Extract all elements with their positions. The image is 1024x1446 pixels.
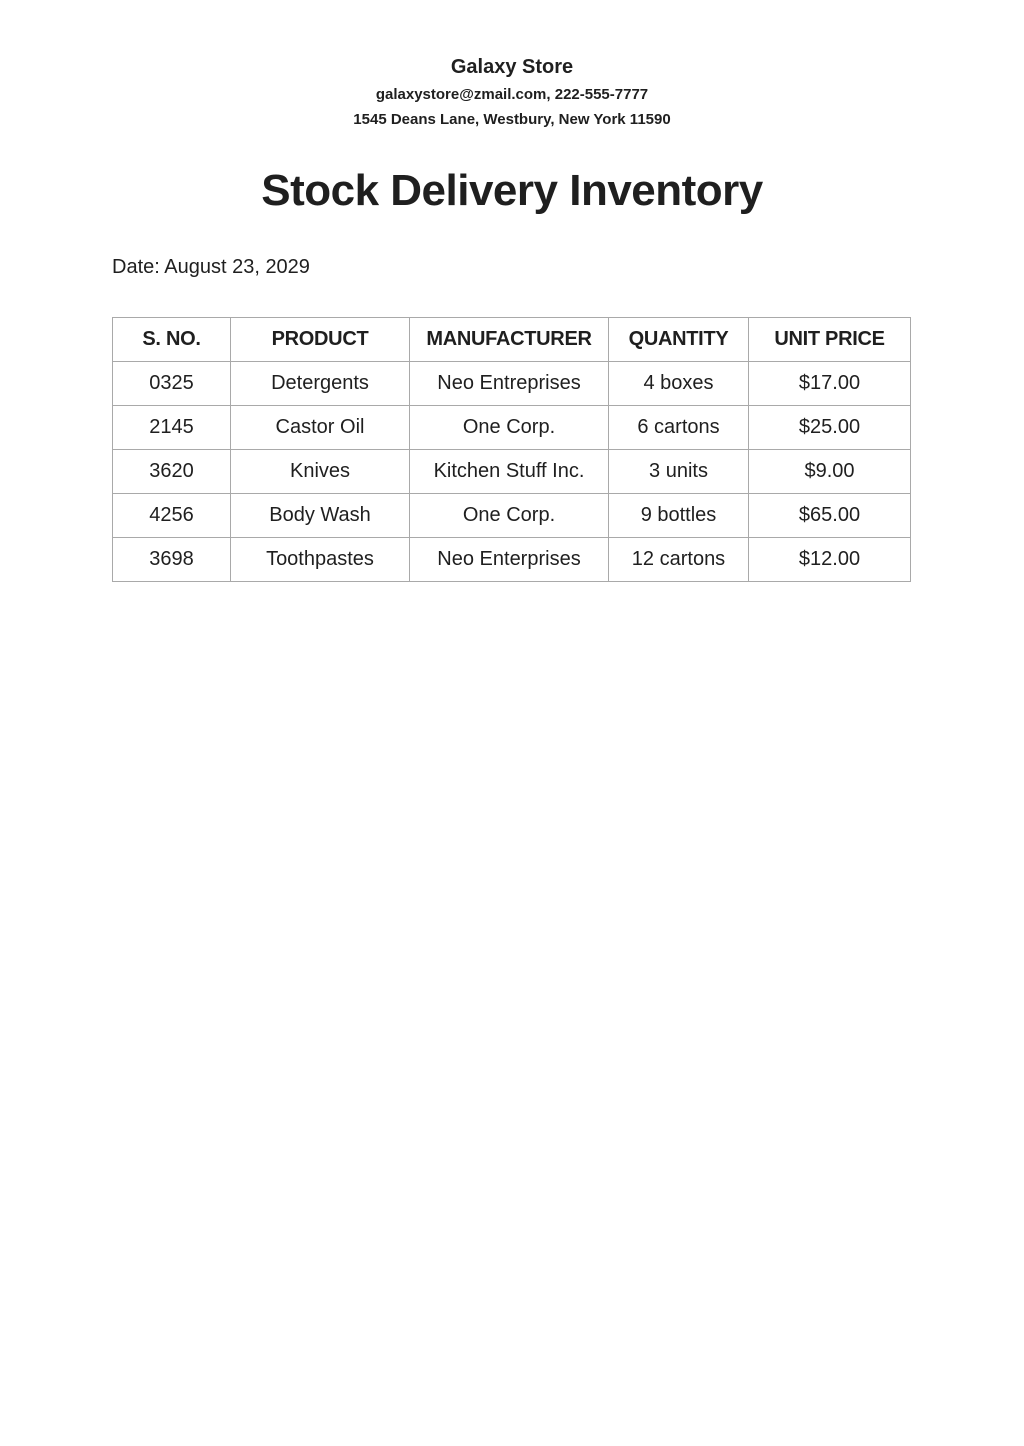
cell-quantity: 4 boxes bbox=[609, 362, 749, 406]
cell-unit-price: $65.00 bbox=[749, 494, 911, 538]
cell-unit-price: $9.00 bbox=[749, 450, 911, 494]
cell-manufacturer: One Corp. bbox=[410, 494, 609, 538]
cell-unit-price: $12.00 bbox=[749, 538, 911, 582]
document-date: Date: August 23, 2029 bbox=[112, 256, 310, 278]
cell-product: Castor Oil bbox=[231, 406, 410, 450]
table-row bbox=[113, 494, 911, 538]
cell-quantity: 9 bottles bbox=[609, 494, 749, 538]
cell-manufacturer: Neo Enterprises bbox=[410, 538, 609, 582]
cell-product: Body Wash bbox=[231, 494, 410, 538]
table-row bbox=[113, 406, 911, 450]
cell-manufacturer: Neo Entreprises bbox=[410, 362, 609, 406]
cell-product: Knives bbox=[231, 450, 410, 494]
header-serial-number: S. NO. bbox=[113, 318, 231, 362]
table-row bbox=[113, 450, 911, 494]
table-row bbox=[113, 538, 911, 582]
cell-serial-number: 4256 bbox=[113, 494, 231, 538]
cell-serial-number: 3620 bbox=[113, 450, 231, 494]
cell-product: Toothpastes bbox=[231, 538, 410, 582]
header-manufacturer: MANUFACTURER bbox=[410, 318, 609, 362]
cell-quantity: 12 cartons bbox=[609, 538, 749, 582]
cell-serial-number: 2145 bbox=[113, 406, 231, 450]
cell-manufacturer: One Corp. bbox=[410, 406, 609, 450]
store-header bbox=[0, 54, 1024, 129]
store-contact: galaxystore@zmail.com, 222-555-7777 bbox=[375, 86, 649, 103]
inventory-table bbox=[112, 317, 911, 582]
header-product: PRODUCT bbox=[231, 318, 410, 362]
cell-quantity: 6 cartons bbox=[609, 406, 749, 450]
store-address: 1545 Deans Lane, Westbury, New York 11590 bbox=[353, 111, 671, 128]
document-title: Stock Delivery Inventory bbox=[261, 166, 763, 215]
cell-unit-price: $25.00 bbox=[749, 406, 911, 450]
cell-product: Detergents bbox=[231, 362, 410, 406]
table-header-row bbox=[113, 318, 911, 362]
header-quantity: QUANTITY bbox=[609, 318, 749, 362]
header-unit-price: UNIT PRICE bbox=[749, 318, 911, 362]
cell-serial-number: 3698 bbox=[113, 538, 231, 582]
store-name: Galaxy Store bbox=[450, 56, 574, 78]
cell-serial-number: 0325 bbox=[113, 362, 231, 406]
cell-manufacturer: Kitchen Stuff Inc. bbox=[410, 450, 609, 494]
cell-quantity: 3 units bbox=[609, 450, 749, 494]
cell-unit-price: $17.00 bbox=[749, 362, 911, 406]
table-row bbox=[113, 362, 911, 406]
